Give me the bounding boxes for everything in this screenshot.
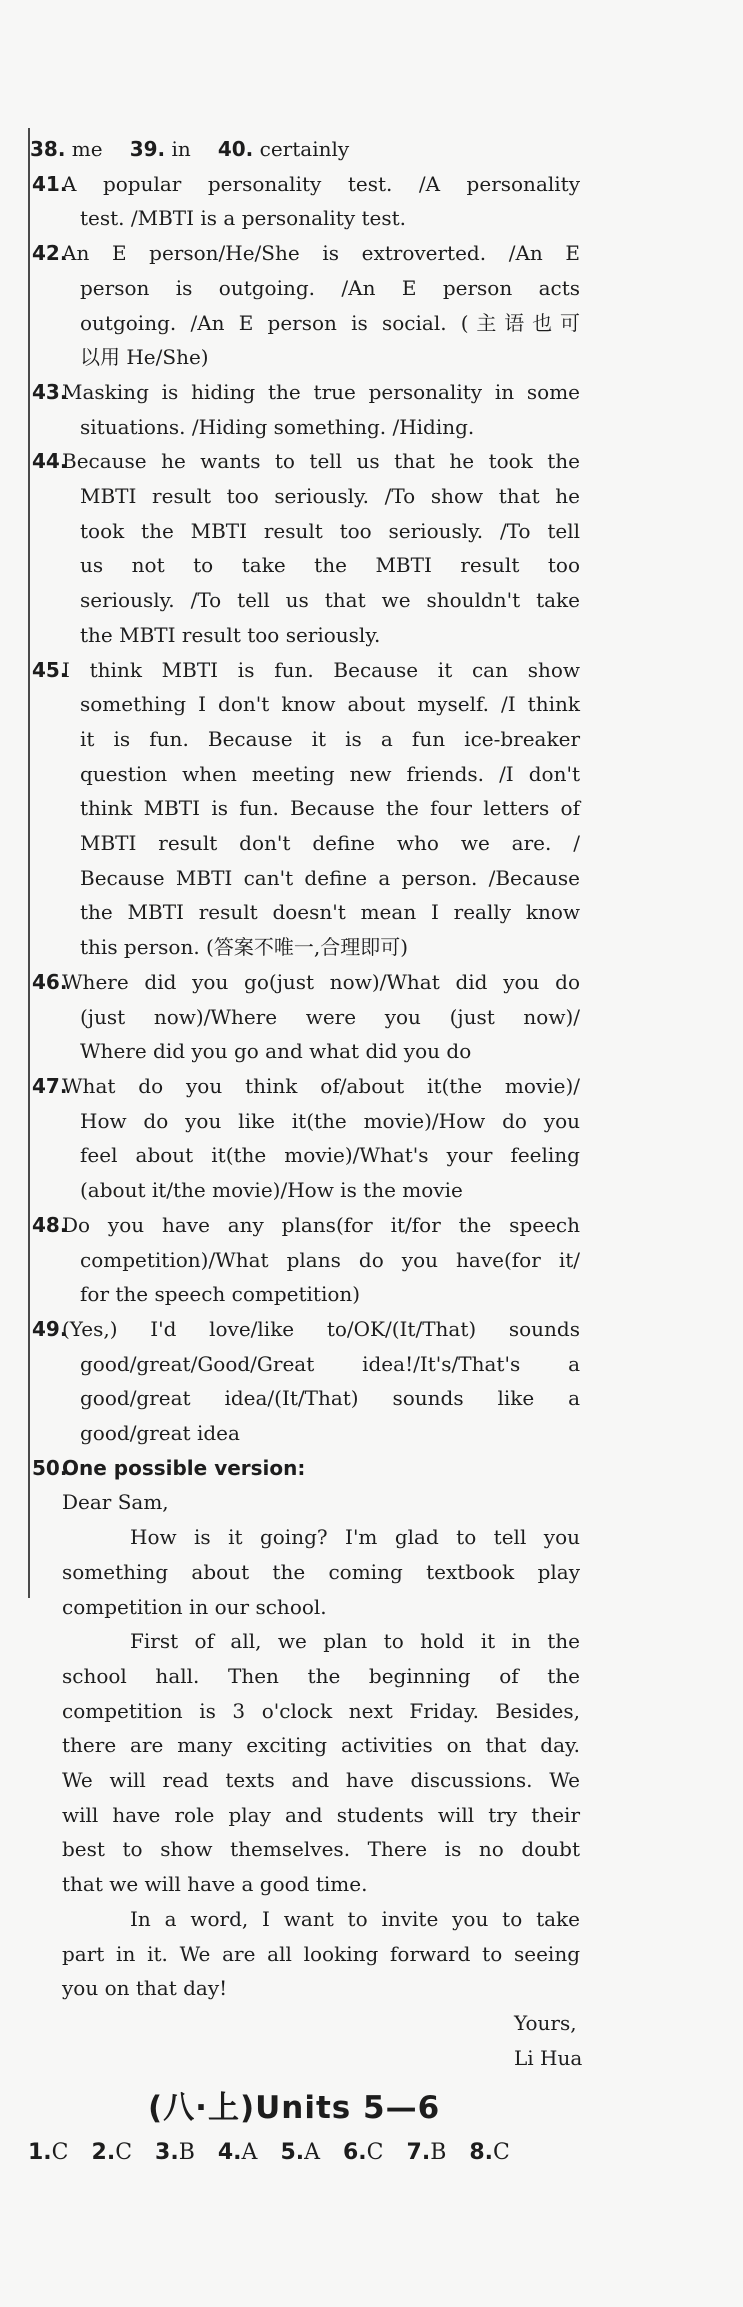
letter-signature: Li Hua: [514, 2045, 583, 2070]
answer-line: competition)/What plans do you have(for it/: [80, 1247, 580, 1272]
answer-line: this person. (答案不唯一,合理即可): [80, 935, 408, 960]
answer-letter: A: [304, 2140, 320, 2165]
question-number: 38.: [30, 137, 66, 161]
answer-letter: C: [493, 2140, 510, 2165]
answer-line: Do you have any plans(for it/for the speech: [62, 1212, 580, 1237]
question-number: 49.: [32, 1316, 68, 1341]
answer-42: [30, 236, 580, 375]
letter-line: you on that day!: [62, 1976, 228, 2001]
answer-line: outgoing. /An E person is social. (主语也可: [80, 310, 580, 335]
answer-46: [30, 965, 580, 1069]
letter-line: best to show themselves. There is no doubt: [62, 1837, 580, 1862]
letter-line: How is it going? I'm glad to tell you: [130, 1525, 580, 1550]
answer-line: Because MBTI can't define a person. /Because: [80, 865, 580, 890]
choice-answer: [280, 2140, 320, 2165]
choice-answer: [28, 2140, 69, 2165]
answer-text: me: [71, 137, 103, 161]
question-number: 7.: [406, 2140, 431, 2165]
answer-line: MBTI result too seriously. /To show that he: [80, 484, 580, 509]
answer-line: good/great idea: [80, 1421, 240, 1446]
answer-41: [30, 167, 580, 236]
answer-line: Where did you go and what did you do: [80, 1039, 472, 1064]
answer-line: it is fun. Because it is a fun ice-breaker: [80, 726, 580, 751]
question-number: 41.: [32, 171, 68, 196]
answer-44: [30, 444, 580, 652]
question-number: 43.: [32, 379, 68, 404]
question-number: 5.: [280, 2140, 305, 2165]
question-number: 46.: [32, 969, 68, 994]
answer-text: in: [171, 137, 191, 161]
answer-letter: A: [241, 2140, 258, 2165]
choice-answer: [469, 2140, 510, 2165]
answer-line: the MBTI result doesn't mean I really know: [80, 900, 580, 925]
answer-column: [30, 132, 583, 2075]
answer-line: question when meeting new friends. /I don't: [80, 761, 580, 786]
question-number: 40.: [217, 137, 254, 161]
question-number: 50.: [32, 1455, 68, 1480]
choice-answer: [92, 2140, 133, 2165]
answer-line: What do you think of/about it(the movie)/: [62, 1073, 580, 1098]
answer-45: [30, 653, 580, 965]
answer-letter: C: [51, 2140, 69, 2165]
question-number: 39.: [129, 137, 166, 161]
question-number: 6.: [343, 2140, 367, 2165]
answer-text: certainly: [259, 137, 350, 161]
answer-line: (about it/the movie)/How is the movie: [80, 1178, 463, 1203]
answer-50: [30, 1451, 583, 2076]
choice-answer: [407, 2140, 447, 2165]
answer-line: us not to take the MBTI result too: [80, 553, 580, 578]
answer-line: situations. /Hiding something. /Hiding.: [80, 414, 475, 439]
answer-line: (Yes,) I'd love/like to/OK/(It/That) sounds: [62, 1316, 580, 1341]
answer-line: good/great idea/(It/That) sounds like a: [80, 1386, 580, 1411]
letter-closing: Yours,: [514, 2010, 577, 2035]
choice-answer: [155, 2140, 195, 2165]
letter-line: part in it. We are all looking forward to seeing: [62, 1941, 580, 1966]
answer-letter: C: [115, 2140, 133, 2165]
answer-line: Where did you go(just now)/What did you do: [62, 969, 580, 994]
question-number: 47.: [32, 1073, 68, 1098]
answer-line: An E person/He/She is extroverted. /An E: [62, 241, 580, 266]
answer-line: test. /MBTI is a personality test.: [80, 206, 407, 231]
answer-letter: B: [430, 2140, 447, 2165]
answer-line: (just now)/Where were you (just now)/: [80, 1004, 580, 1029]
letter-line: something about the coming textbook play: [62, 1559, 580, 1584]
question-number: 8.: [469, 2140, 494, 2165]
answer-line: person is outgoing. /An E person acts: [80, 275, 580, 300]
multiple-choice-answers: [28, 2140, 526, 2165]
answer-line: seriously. /To tell us that we shouldn't take: [80, 588, 580, 613]
section-title: (八·上)Units 5—6: [148, 2090, 441, 2126]
letter-line: will have role play and students will try their: [62, 1802, 580, 1827]
question-number: 45.: [32, 657, 68, 682]
answer-line: A popular personality test. /A personality: [62, 171, 580, 196]
letter-line: In a word, I want to invite you to take: [130, 1906, 580, 1931]
answer-47: [30, 1069, 580, 1208]
question-number: 3.: [155, 2140, 179, 2165]
answer-line: something I don't know about myself. /I think: [80, 692, 580, 717]
question-number: 44.: [32, 449, 68, 474]
answer-line: Masking is hiding the true personality in some: [62, 379, 580, 404]
question-number: 4.: [217, 2140, 242, 2165]
answer-line: Because he wants to tell us that he took the: [62, 449, 580, 474]
question-number: 48.: [32, 1212, 68, 1237]
answer-line: feel about it(the movie)/What's your feeling: [80, 1143, 580, 1168]
answer-letter: B: [178, 2140, 195, 2165]
answer-line: MBTI result don't define who we are. /: [80, 831, 580, 856]
letter-line: competition in our school.: [62, 1594, 327, 1619]
answer-49: [30, 1312, 580, 1451]
letter-line: there are many exciting activities on that day.: [62, 1733, 580, 1758]
letter-line: We will read texts and have discussions. We: [62, 1768, 580, 1793]
answers-38-40: [30, 132, 580, 167]
letter-line: school hall. Then the beginning of the: [62, 1663, 580, 1688]
answer-line: for the speech competition): [80, 1282, 361, 1307]
choice-answer: [343, 2140, 384, 2165]
question-number: 42.: [32, 241, 68, 266]
answer-letter: C: [366, 2140, 384, 2165]
letter-greeting: Dear Sam,: [62, 1490, 169, 1515]
answer-48: [30, 1208, 580, 1312]
answer-43: [30, 375, 580, 444]
answer-line: 以用 He/She): [80, 345, 209, 370]
answer-line: took the MBTI result too seriously. /To tell: [80, 518, 580, 543]
choice-answer: [218, 2140, 258, 2165]
letter-line: First of all, we plan to hold it in the: [130, 1629, 580, 1654]
answer-line: How do you like it(the movie)/How do you: [80, 1108, 580, 1133]
question-number: 2.: [91, 2140, 116, 2165]
answer-line: the MBTI result too seriously.: [80, 622, 381, 647]
question-number: 1.: [28, 2140, 52, 2165]
letter-line: that we will have a good time.: [62, 1872, 368, 1897]
answer-line: good/great/Good/Great idea!/It's/That's a: [80, 1351, 580, 1376]
version-heading: One possible version:: [62, 1455, 306, 1480]
letter-line: competition is 3 o'clock next Friday. Besides,: [62, 1698, 580, 1723]
answer-line: I think MBTI is fun. Because it can show: [62, 657, 580, 682]
answer-line: think MBTI is fun. Because the four letters of: [80, 796, 580, 821]
